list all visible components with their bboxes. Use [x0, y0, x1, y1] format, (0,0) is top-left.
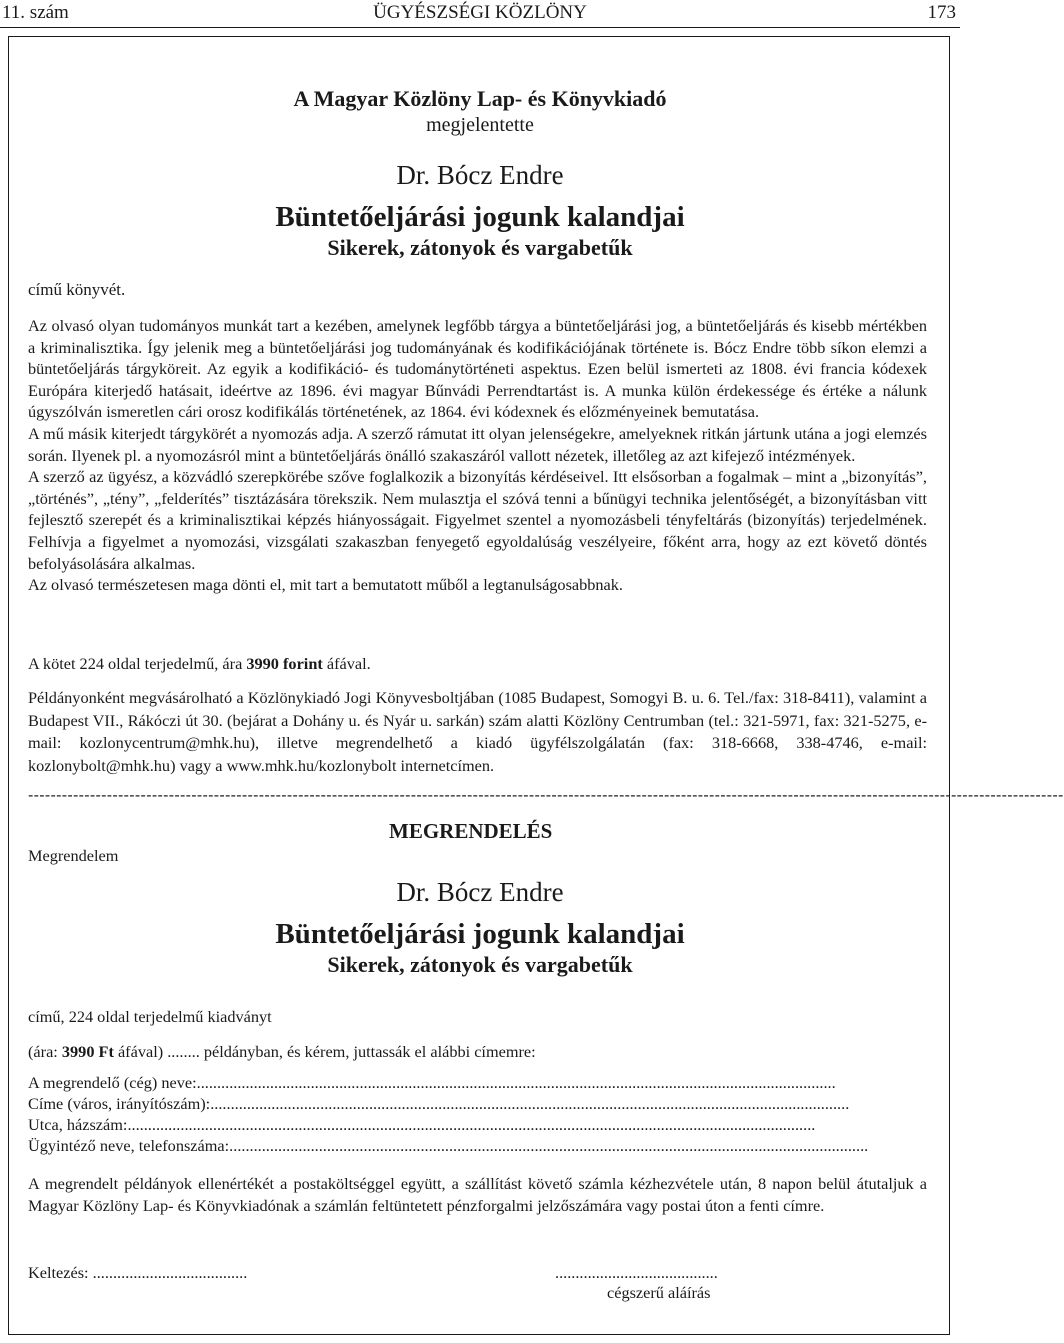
price-amount: 3990 forint: [246, 654, 323, 673]
order-publication: című, 224 oldal terjedelmű kiadványt: [28, 1007, 272, 1026]
description-paragraph: Az olvasó természetesen maga dönti el, mit tart a bemutatott műből a legtanulságosabbnak.: [28, 575, 623, 595]
book-description: [28, 315, 927, 596]
field-contact[interactable]: Ügyintéző neve, telefonszáma:.............................................................................................................................................................: [28, 1136, 869, 1155]
payment-terms: A megrendelt példányok ellenértékét a postaköltséggel együtt, a szállítást követő számla kézhezvétele után, 8 napon belül átutaljuk a Magyar Közlöny Lap- és Könyvkiadónak a számlán feltüntetett pénzforgalmi jelzőszámára vagy postai úton a fenti címre.: [28, 1174, 927, 1215]
order-book-title: Büntetőeljárási jogunk kalandjai: [275, 918, 685, 950]
page-header: [0, 0, 960, 28]
order-quantity-line: (ára: 3990 Ft áfával) ........ példányban, és kérem, juttassák el alábbi címemre:: [28, 1042, 536, 1061]
book-author: Dr. Bócz Endre: [396, 160, 564, 190]
date-field[interactable]: Keltezés: ......................................: [28, 1263, 248, 1282]
description-paragraph: Az olvasó olyan tudományos munkát tart a kezében, amelynek legfőbb tárgya a büntetőeljárási jog, a büntetőeljárás és kisebb mértékben a kriminalisztika. Így jelenik meg a büntetőeljárási jog tudományának és kodifikációjának története is. Bócz Endre több síkon elemzi a büntetőeljárás tárgyköreit. Az egyik a kodifikáció- és tudománytörténeti aspektus. Ezen belül ismerteti az 1808. évi francia kódexek Európára kiterjedő hatásait, ideértve az 1896. évi magyar Bűnvádi Perrendtartást is. A munka külön érdekessége és értéke a nálunk úgyszólván ismeretlen cári orosz kodifikálás történetének, az 1864. évi kódexnek és előzményeinek bemutatása.: [28, 316, 927, 422]
order-heading: MEGRENDELÉS: [389, 819, 553, 843]
published-label: megjelentette: [426, 114, 534, 136]
signature-label: cégszerű aláírás: [607, 1283, 711, 1302]
price-line: A kötet 224 oldal terjedelmű, ára 3990 forint áfával.: [28, 654, 371, 673]
field-company-name[interactable]: A megrendelő (cég) neve:.............................................................................................................................................................: [28, 1073, 836, 1092]
book-subtitle: Sikerek, zátonyok és vargabetűk: [327, 235, 633, 260]
publisher-name: A Magyar Közlöny Lap- és Könyvkiadó: [293, 86, 667, 111]
header-rule: [0, 27, 960, 28]
orderer-label: Megrendelem: [28, 846, 119, 865]
journal-title: ÜGYÉSZSÉGI KÖZLÖNY: [373, 2, 587, 23]
purchase-info: Példányonként megvásárolható a Közlönykiadó Jogi Könyvesboltjában (1085 Budapest, Somogyi B. u. 6. Tel./fax: 318-8411), valamint a Budapest VII., Rákóczi út 30. (bejárat a Dohány u. és Nyár u. sarkán) szám alatti Közlöny Centrumban (tel.: 321-5971, fax: 321-5275, e-mail: kozlonycentrum@mhk.hu), illetve megrendelhető a kiadó ügyfélszolgálatán (fax: 318-6668, 338-4746, e-mail: kozlonybolt@mhk.hu) vagy a www.mhk.hu/kozlonybolt internetcímen.: [28, 688, 927, 775]
book-suffix: című könyvét.: [28, 280, 126, 299]
order-price-amount: 3990 Ft: [61, 1042, 114, 1061]
description-paragraph: A szerző az ügyész, a közvádló szerepkörébe szőve foglalkozik a bizonyítás kérdéseivel. Itt elsősorban a fogalmak – mint a „bizonyítás”, „történés”, „tény”, „felderítés” tisztázására törekszik. Nem mulasztja el szóvá tenni a bűnügyi technika jelentőségét, a bizonyításban vitt fejlesztő szerepét és a kriminalisztikai képzés hiányosságait. Figyelmet szentel a nyomozásbeli tényfeltárás (bizonyítás) terjedelmének. Felhívja a figyelmet a nyomozási, vizsgálati szakaszban fenyegető egyoldalúság veszélyeire, főként arra, hogy az ezt követő döntés befolyásolására alkalmas.: [28, 467, 927, 573]
description-paragraph: A mű másik kiterjedt tárgykörét a nyomozás adja. A szerző rámutat itt olyan jelenségekre, amelyeknek ritkán jártunk utána a jogi elemzés során. Ilyenek pl. a nyomozásról mint a büntetőeljárás önálló szakaszáról vallott nézetek, illetőleg az azt kifejező intézmények.: [28, 423, 927, 465]
signature-field[interactable]: ........................................: [555, 1263, 718, 1282]
book-title: Büntetőeljárási jogunk kalandjai: [275, 201, 685, 233]
order-book-author: Dr. Bócz Endre: [396, 877, 564, 907]
field-street[interactable]: Utca, házszám:.........................................................................................................................................................................: [28, 1115, 816, 1134]
page-number: 173: [927, 2, 956, 23]
cut-line: ----------------------------------------------------------------------------------------------------------------------------------------------------------------------------------------: [28, 787, 1064, 804]
field-address[interactable]: Címe (város, irányítószám):.............................................................................................................................................................: [28, 1094, 850, 1113]
issue-number: 11. szám: [2, 2, 69, 23]
order-book-subtitle: Sikerek, zátonyok és vargabetűk: [327, 952, 633, 977]
